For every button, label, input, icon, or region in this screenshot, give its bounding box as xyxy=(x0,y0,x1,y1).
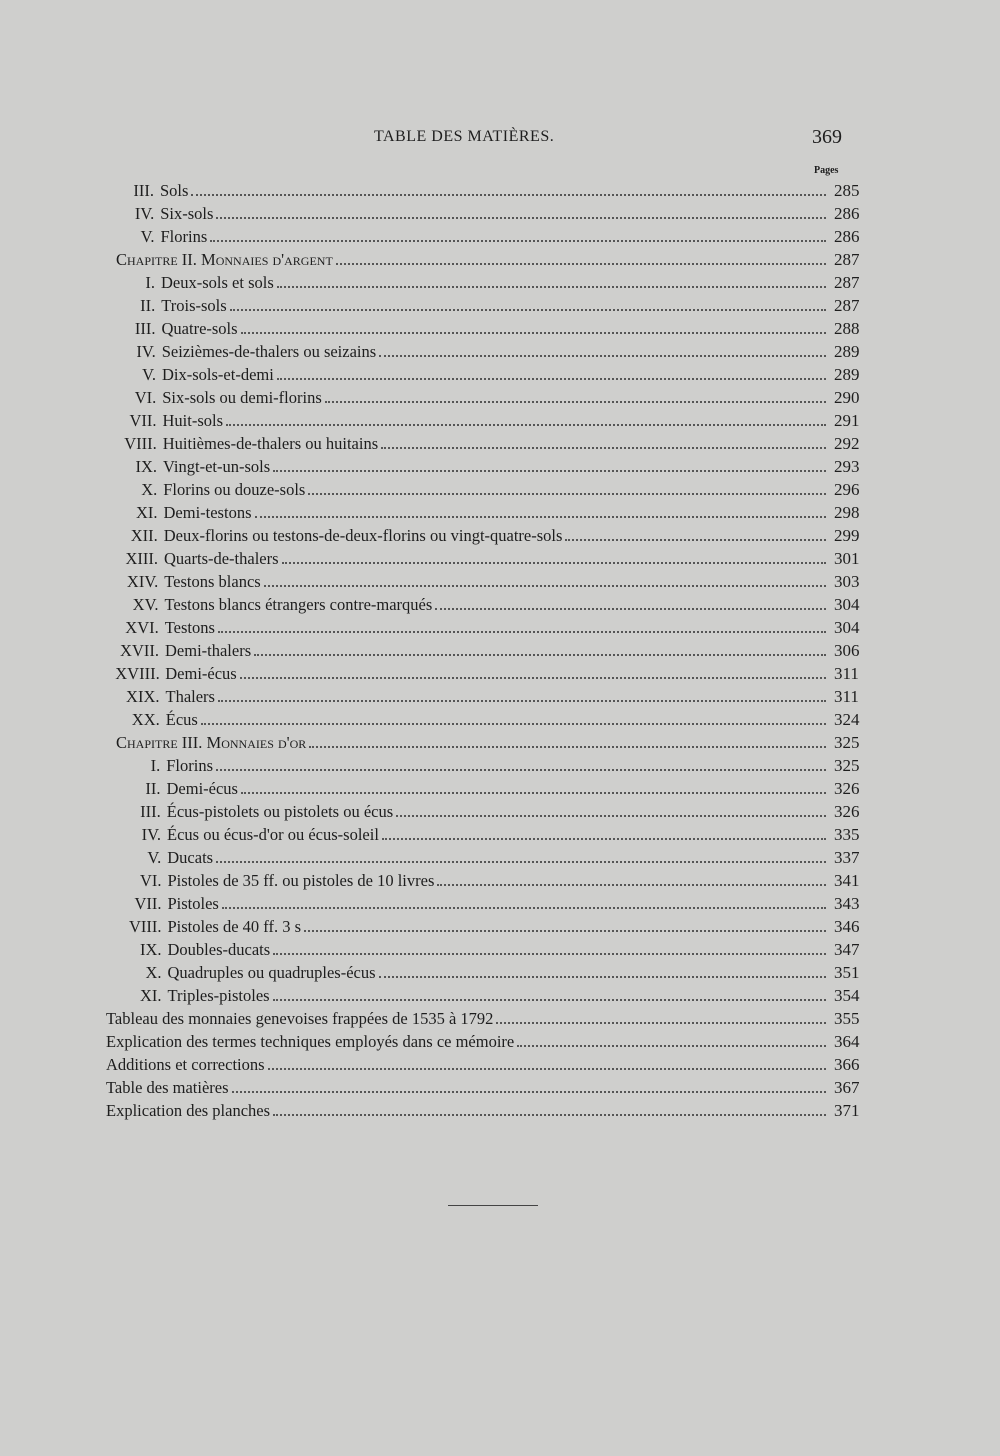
dot-leader xyxy=(381,447,826,449)
toc-entry xyxy=(117,797,870,820)
toc-entry-number: XIX. xyxy=(126,686,160,706)
toc-entry xyxy=(116,751,870,774)
toc-entry-number: III. xyxy=(140,801,161,821)
toc-entry-page: 289 xyxy=(834,342,860,361)
toc-entry xyxy=(115,613,870,636)
dot-leader xyxy=(216,217,826,219)
dot-leader xyxy=(216,861,826,863)
toc-entry xyxy=(118,889,871,912)
dot-leader xyxy=(241,792,826,794)
toc-entry xyxy=(116,682,871,705)
dot-leader xyxy=(277,378,826,380)
toc-entry-title: Pistoles xyxy=(167,893,219,913)
toc-entry xyxy=(117,843,870,866)
toc-entry-number: V. xyxy=(142,364,156,384)
toc-entry-title: Vingt-et-un-sols xyxy=(163,456,271,476)
dot-leader xyxy=(396,815,826,817)
running-head xyxy=(0,126,1000,150)
toc-entry-page: 371 xyxy=(834,1101,860,1120)
toc-entry-number: VIII. xyxy=(128,916,162,936)
toc-entry-number: VI. xyxy=(139,870,162,890)
toc-entry-page: 351 xyxy=(834,963,860,982)
toc-entry-page: 299 xyxy=(834,526,860,545)
toc-entry-number: I. xyxy=(145,272,155,292)
page-number: 369 xyxy=(812,126,842,148)
dot-leader xyxy=(241,332,826,334)
dot-leader xyxy=(336,263,826,265)
toc-entry-title: Quadruples ou quadruples-écus xyxy=(167,962,376,982)
toc-entry-page: 311 xyxy=(834,687,859,706)
toc-entry-title: Six-sols ou demi-florins xyxy=(162,387,322,407)
dot-leader xyxy=(273,999,826,1001)
toc-entry-page: 291 xyxy=(834,411,860,430)
chapter-heading: Chapitre II. Monnaies d'argent xyxy=(116,249,333,269)
toc-entry-page: 326 xyxy=(834,802,860,821)
toc-entry xyxy=(117,820,870,843)
toc-entry-number: XV. xyxy=(132,594,159,614)
toc-entry-page: 286 xyxy=(834,204,860,223)
toc-entry-title: Demi-thalers xyxy=(165,640,252,660)
toc-entry xyxy=(112,360,870,383)
dot-leader xyxy=(254,654,826,656)
toc-entry xyxy=(116,245,870,268)
toc-entry-page: 306 xyxy=(834,641,860,660)
dot-leader xyxy=(264,585,826,587)
toc-entry xyxy=(112,314,871,337)
toc-entry xyxy=(114,567,870,590)
toc-entry-page: 346 xyxy=(834,917,860,936)
toc-entry-title: Testons blancs xyxy=(164,571,261,591)
toc-entry-title: Tableau des monnaies genevoises frappées de 1535 à 1792 xyxy=(106,1008,494,1028)
dot-leader xyxy=(325,401,826,403)
toc-entry-title: Triples-pistoles xyxy=(167,985,270,1005)
toc-entry xyxy=(115,590,871,613)
dot-leader xyxy=(218,631,826,633)
toc-entry xyxy=(114,544,870,567)
toc-entry xyxy=(118,866,871,889)
dot-leader xyxy=(218,700,826,702)
toc-entry-number: X. xyxy=(145,962,162,982)
toc-entry-page: 296 xyxy=(834,480,860,499)
toc-entry-number: VI. xyxy=(134,387,157,407)
toc-entry-page: 288 xyxy=(834,319,860,338)
toc-entry xyxy=(111,291,870,314)
dot-leader xyxy=(437,884,826,886)
toc-entry-title: Table des matières xyxy=(106,1077,229,1097)
dot-leader xyxy=(496,1022,826,1024)
dot-leader xyxy=(308,493,826,495)
chapter-heading: Chapitre III. Monnaies d'or xyxy=(116,732,307,752)
dot-leader xyxy=(230,309,826,311)
toc-entry xyxy=(113,452,870,475)
toc-entry-page: 304 xyxy=(834,595,860,614)
toc-entry-title: Testons blancs étrangers contre-marqués xyxy=(164,594,433,614)
toc-entry xyxy=(111,268,870,291)
toc-entry xyxy=(112,383,870,406)
toc-entry xyxy=(118,958,871,981)
dot-leader xyxy=(210,240,826,242)
toc-entry-title: Deux-sols et sols xyxy=(161,272,274,292)
toc-entry-page: 366 xyxy=(834,1055,860,1074)
toc-entry xyxy=(118,912,871,935)
toc-entry-title: Florins ou douze-sols xyxy=(163,479,306,499)
toc-entry xyxy=(116,705,870,728)
toc-entry-title: Pistoles de 40 ff. 3 s xyxy=(167,916,302,936)
dot-leader xyxy=(191,194,826,196)
toc-entry xyxy=(106,1027,870,1050)
toc-entry xyxy=(110,176,870,199)
toc-entry-page: 293 xyxy=(834,457,860,476)
toc-entry-page: 324 xyxy=(834,710,860,729)
toc-entry-title: Écus xyxy=(165,709,198,729)
toc-entry-title: Florins xyxy=(166,755,214,775)
toc-entry-page: 364 xyxy=(834,1032,860,1051)
toc-entry-number: V. xyxy=(140,226,155,246)
toc-entry-number: XVI. xyxy=(125,617,159,637)
toc-entry-page: 347 xyxy=(834,940,860,959)
toc-entry-page: 326 xyxy=(834,779,860,798)
toc-entry-page: 355 xyxy=(834,1009,860,1028)
toc-entry-number: XII. xyxy=(130,525,158,545)
end-rule xyxy=(448,1205,538,1206)
toc-entry-page: 335 xyxy=(834,825,860,844)
toc-entry-page: 292 xyxy=(834,434,860,453)
toc-entry-title: Écus ou écus-d'or ou écus-soleil xyxy=(167,824,379,844)
dot-leader xyxy=(201,723,826,725)
dot-leader xyxy=(240,677,826,679)
toc-entry-title: Six-sols xyxy=(160,203,214,223)
toc-entry-number: XVIII. xyxy=(115,663,160,683)
toc-entry-title: Demi-écus xyxy=(166,778,238,798)
toc-entry xyxy=(113,475,870,498)
dot-leader xyxy=(222,907,826,909)
dot-leader xyxy=(216,769,826,771)
toc-entry-title: Explication des planches xyxy=(106,1100,271,1120)
toc-entry xyxy=(111,222,871,245)
toc-entry-title: Ducats xyxy=(167,847,214,867)
toc-entry-page: 367 xyxy=(834,1078,860,1097)
toc-entry-title: Quarts-de-thalers xyxy=(164,548,279,568)
toc-entry-title: Huitièmes-de-thalers ou huitains xyxy=(162,433,379,453)
toc-entry-title: Pistoles de 35 ff. ou pistoles de 10 livres xyxy=(167,870,435,890)
dot-leader xyxy=(517,1045,826,1047)
dot-leader xyxy=(379,355,826,357)
toc-entry-number: VIII. xyxy=(124,433,157,453)
toc-entry-title: Huit-sols xyxy=(162,410,224,430)
dot-leader xyxy=(282,562,826,564)
toc-entry xyxy=(106,1004,870,1027)
toc-entry-number: XIII. xyxy=(125,548,158,568)
dot-leader xyxy=(268,1068,826,1070)
running-title: TABLE DES MATIÈRES. xyxy=(374,128,555,145)
toc-entry-number: VII. xyxy=(134,893,162,913)
toc-entry-number: VII. xyxy=(129,410,157,430)
toc-entry-number: XI. xyxy=(135,502,158,522)
toc-entry-title: Additions et corrections xyxy=(106,1054,265,1074)
toc-entry xyxy=(113,429,870,452)
toc-entry-page: 290 xyxy=(834,388,860,407)
toc-entry-number: XX. xyxy=(131,709,160,729)
toc-entry-number: III. xyxy=(133,180,154,200)
toc-entry-number: II. xyxy=(145,778,161,798)
dot-leader xyxy=(435,608,826,610)
toc-entry-page: 289 xyxy=(834,365,860,384)
dot-leader xyxy=(379,976,826,978)
toc-entry-page: 354 xyxy=(834,986,860,1005)
toc-entry-number: X. xyxy=(141,479,158,499)
toc-entry-page: 304 xyxy=(834,618,860,637)
toc-entry-number: XIV. xyxy=(126,571,159,591)
dot-leader xyxy=(273,470,826,472)
toc-entry xyxy=(115,659,870,682)
toc-entry-number: V. xyxy=(147,847,162,867)
toc-entry-number: IV. xyxy=(134,203,155,223)
dot-leader xyxy=(277,286,826,288)
toc-entry-number: IX. xyxy=(139,939,162,959)
toc-entry xyxy=(110,199,870,222)
toc-entry-number: XVII. xyxy=(120,640,159,660)
toc-entry xyxy=(106,1073,870,1096)
toc-entry xyxy=(106,1096,870,1119)
toc-entry-page: 325 xyxy=(834,756,860,775)
dot-leader xyxy=(273,953,826,955)
dot-leader xyxy=(255,516,827,518)
toc-entry xyxy=(113,406,871,429)
toc-entry-page: 337 xyxy=(834,848,860,867)
dot-leader xyxy=(309,746,826,748)
toc-entry-page: 298 xyxy=(834,503,860,522)
toc-entry-title: Dix-sols-et-demi xyxy=(162,364,274,384)
toc-entry-title: Sols xyxy=(160,180,189,200)
toc-entry xyxy=(114,521,870,544)
toc-entry-number: IV. xyxy=(141,824,161,844)
dot-leader xyxy=(232,1091,826,1093)
toc-entry-title: Demi-testons xyxy=(163,502,252,522)
toc-entry-page: 341 xyxy=(834,871,860,890)
dot-leader xyxy=(565,539,826,541)
toc-entry-page: 287 xyxy=(834,250,860,269)
dot-leader xyxy=(304,930,826,932)
toc-entry-number: IV. xyxy=(136,341,156,361)
toc-entry-page: 285 xyxy=(834,181,860,200)
toc-entry-title: Demi-écus xyxy=(165,663,237,683)
dot-leader xyxy=(273,1114,826,1116)
toc-entry xyxy=(112,337,870,360)
toc-entry-title: Deux-florins ou testons-de-deux-florins ou vingt-quatre-sols xyxy=(163,525,563,545)
toc-entry-page: 325 xyxy=(834,733,860,752)
toc-entry-title: Écus-pistolets ou pistolets ou écus xyxy=(166,801,394,821)
toc-entry xyxy=(115,636,870,659)
toc-entry xyxy=(117,774,871,797)
toc-entry-page: 343 xyxy=(834,894,860,913)
toc-entry xyxy=(118,935,871,958)
toc-entry-page: 311 xyxy=(834,664,859,683)
toc-entry-title: Explication des termes techniques employés dans ce mémoire xyxy=(106,1031,515,1051)
dot-leader xyxy=(226,424,826,426)
toc-entry xyxy=(106,1050,870,1073)
toc-entry-title: Thalers xyxy=(165,686,215,706)
toc-entry-number: IX. xyxy=(135,456,157,476)
dot-leader xyxy=(382,838,826,840)
toc-entry-page: 287 xyxy=(834,296,860,315)
toc-entry-number: II. xyxy=(140,295,156,315)
toc-entry-title: Florins xyxy=(160,226,208,246)
toc-entry-number: III. xyxy=(134,318,156,338)
toc-entry-number: I. xyxy=(150,755,161,775)
toc-entry xyxy=(114,498,871,521)
toc-entry-page: 301 xyxy=(834,549,860,568)
toc-entry xyxy=(116,728,870,751)
toc-entry xyxy=(118,981,871,1004)
pages-column-label: Pages xyxy=(814,165,839,176)
toc-entry-title: Seizièmes-de-thalers ou seizains xyxy=(161,341,377,361)
toc-entry-page: 287 xyxy=(834,273,860,292)
toc-entry-page: 303 xyxy=(834,572,860,591)
toc-entry-title: Testons xyxy=(164,617,215,637)
toc-entry-title: Trois-sols xyxy=(161,295,227,315)
toc-entry-title: Quatre-sols xyxy=(161,318,238,338)
toc-entry-title: Doubles-ducats xyxy=(167,939,271,959)
toc-entry-page: 286 xyxy=(834,227,860,246)
toc-entry-number: XI. xyxy=(139,985,162,1005)
